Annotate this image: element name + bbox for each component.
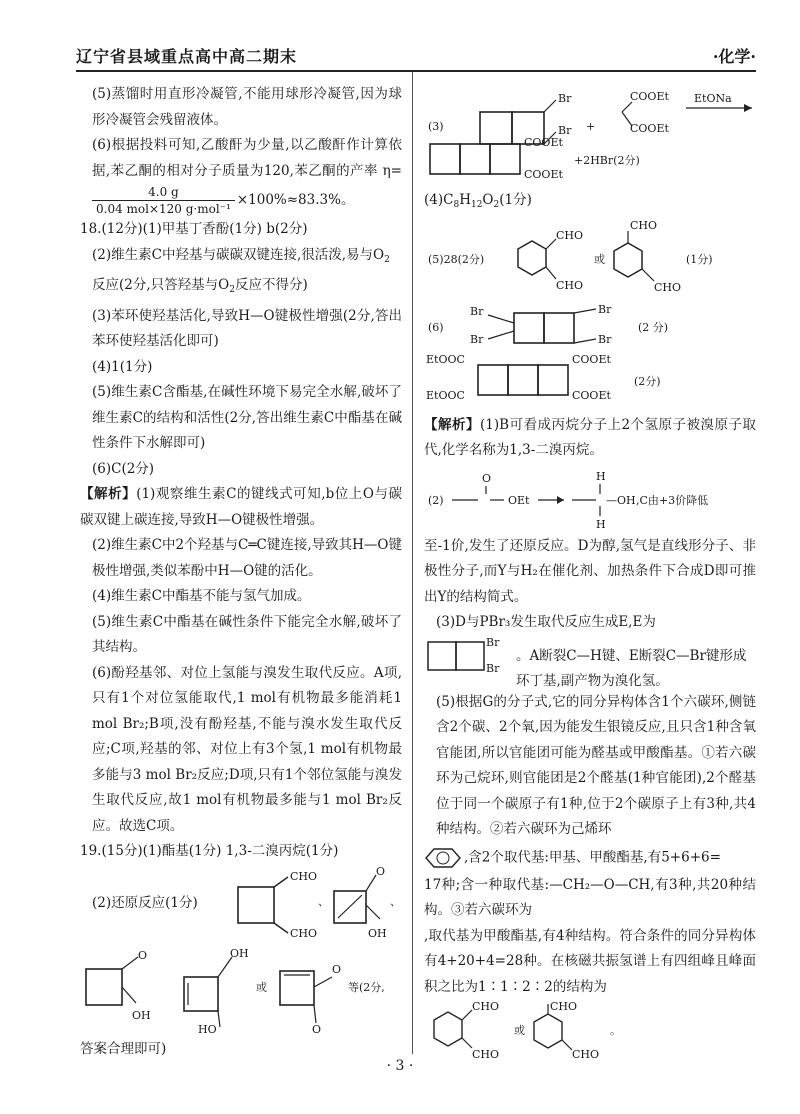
o-label: O	[482, 471, 492, 485]
cho-label: CHO	[630, 218, 658, 232]
analysis-18-4: (4)维生素C中酯基不能与氢气加成。	[92, 588, 311, 604]
analysis-19-2-cont: 至-1价,发生了还原反应。D为醇,氢气是直线形分子、非极性分子,而Y与H₂在催化剂、加热条件下合成D即可推出Y的结构简式。	[424, 537, 756, 605]
answer-19-5	[424, 219, 756, 301]
fraction-denominator: 0.04 mol×120 g·mol⁻¹	[96, 202, 231, 216]
answer-17-6-result: ×100%≈83.3%。	[236, 192, 355, 208]
page-header	[76, 44, 756, 70]
answer-18-6: (6)C(2分)	[92, 460, 155, 477]
br-label: Br	[558, 124, 572, 137]
analysis-19-5: (5)根据G的分子式,它的同分异构体含1个六碳环,侧链含2个碳、2个氧,因为能发生银镜反应,且只含1种含氧官能团,所以官能团可能为醛基或甲酸酯基。①若六碳环为己烷环,则官能团是2个醛基(1种官能团),2个醛基位于同一个碳原子有1种,位于2个碳原子上有3种,共4种结构。②若六碳环为己烯环	[436, 693, 756, 837]
cyclohexene-icon	[424, 843, 464, 873]
reduction-scheme	[424, 464, 756, 534]
cho-label: CHO	[572, 1048, 600, 1061]
final-structures	[424, 1000, 756, 1060]
header-subject: ·化学·	[712, 47, 756, 66]
br-label: Br	[598, 332, 612, 346]
answer-19-2-structures	[80, 947, 402, 1035]
analysis-tag: 【解析】	[424, 416, 480, 433]
br-label: Br	[470, 332, 484, 346]
analysis-18-6: (6)酚羟基邻、对位上氢能与溴发生取代反应。A项,只有1个对位氢能取代,1 mol有机物最多能消耗1 mol Br₂;B项,没有酚羟基,不能与溴水发生取代反应;C项,羟基的邻、对位上有3个氢,1 mol有机物最多能与3 mol Br₂反应;D项,只有1个邻位氢能与溴发生取代反应,故1 mol有机物最多能与1 mol Br₂反应。故选C项。	[92, 664, 402, 834]
aldehyde-o-label: O	[376, 864, 386, 878]
svg-text:、: 、	[390, 894, 401, 908]
hbr-text: +2HBr(2分)	[574, 154, 640, 167]
score-text: (2 分)	[638, 320, 669, 334]
analysis-19-3-a: (3)D与PBr₃发生取代反应生成E,E为	[436, 614, 656, 630]
oh-label: OH	[230, 946, 249, 960]
aldehyde-o-label: O	[312, 1022, 322, 1036]
answer-19-6	[424, 301, 756, 413]
analysis-19-2-text: ,C由+3价降低	[636, 493, 709, 507]
analysis-19-5-b-text: ,含2个取代基:甲基、甲酸酯基,有5+6+6=	[464, 849, 721, 865]
answer-19-1: 19.(15分)(1)酯基(1分) 1,3-二溴丙烷(1分)	[80, 843, 339, 859]
label-3: (3)	[428, 120, 444, 133]
plus-sign: +	[586, 120, 596, 133]
oet-label: OEt	[508, 493, 530, 507]
structure-cyclobutane-dialdehyde	[208, 864, 401, 947]
formula-sub-2: 2	[493, 200, 500, 210]
answer-19-2-end: 答案合理即可)	[80, 1040, 167, 1057]
oh-label: OH	[132, 1008, 151, 1022]
cooet-label: COOEt	[630, 90, 669, 103]
label-6: (6)	[428, 320, 444, 334]
label-2: (2)	[428, 493, 444, 507]
cho-label: CHO	[654, 280, 682, 294]
score-text: (1分)	[686, 252, 713, 266]
br-label: Br	[486, 635, 500, 649]
etooc-label: EtOOC	[426, 352, 465, 366]
formula-o: O	[482, 192, 494, 208]
analysis-19-3-b: 。A断裂C—H键、E断裂C—Br键形成环丁基,副产物为溴化氢。	[516, 647, 747, 689]
cho-label: CHO	[550, 1000, 578, 1013]
cho-label: CHO	[556, 278, 584, 292]
aldehyde-o-label: O	[138, 948, 148, 962]
end-text: 。	[610, 1024, 621, 1037]
answer-19-5-structures	[424, 219, 756, 301]
br-label: Br	[598, 302, 612, 316]
answer-18-1: 18.(12分)(1)甲基丁香酚(1分) b(2分)	[80, 221, 308, 237]
header-rule	[76, 70, 756, 72]
cooet-label: COOEt	[572, 388, 611, 402]
cho-label: CHO	[556, 228, 584, 242]
formula-sub-8: 8	[453, 200, 460, 210]
cho-label: CHO	[290, 926, 318, 940]
etooc-label: EtOOC	[426, 388, 465, 402]
formula-sub-12: 12	[470, 200, 483, 210]
reagent-label: EtONa	[694, 92, 732, 105]
analysis-19-2-scheme	[424, 464, 756, 534]
br-label: Br	[486, 661, 500, 675]
answer-18-3: (3)苯环使羟基活化,导致H—O键极性增强(2分,答出苯环使羟基活化即可)	[92, 307, 402, 349]
tail-text: 等(2分,	[348, 980, 385, 994]
h-label: H	[596, 517, 606, 531]
oh-label: OH	[368, 926, 387, 940]
br-label: Br	[470, 304, 484, 318]
left-column	[80, 82, 402, 1062]
formula-score: (1分)	[499, 192, 532, 208]
analysis-19-5-b	[424, 843, 756, 873]
or-text: 或	[514, 1024, 525, 1037]
reaction-3	[424, 82, 756, 182]
analysis-19-1	[424, 413, 756, 464]
formula-c: (4)C	[424, 192, 454, 208]
analysis-18-2: (2)维生素C中2个羟基与C═C键连接,导致其H—O键极性增强,类似苯酚中H—O键的活化。	[92, 537, 402, 579]
score-text-2: (2分)	[634, 374, 661, 388]
cooet-label: COOEt	[572, 352, 611, 366]
analysis-tag: 【解析】	[80, 486, 137, 502]
answer-18-2-a: (2)维生素C中羟基与碳碳双键连接,很活泼,易与O	[92, 246, 385, 263]
right-column	[424, 82, 756, 1060]
reaction-3-scheme	[424, 82, 756, 182]
answer-19-5-label: (5)28(2分)	[428, 252, 485, 266]
ho-label: HO	[198, 1022, 217, 1036]
answer-17-6-text: (6)根据投料可知,乙酸酐为少量,以乙酸酐作计算依据,苯乙酮的相对分子质量为120,苯乙酮的产率 η=	[92, 137, 402, 179]
answer-18-2-b: 反应(2分,只答羟基与O	[92, 277, 230, 293]
structures-19-2	[80, 947, 402, 1035]
answer-18-4: (4)1(1分)	[92, 358, 153, 375]
analysis-18-1-text: (1)观察维生素C的键线式可知,b位上O与碳碳双键上碳连接,导致H—O键极性增强。	[80, 486, 403, 528]
analysis-18-1	[80, 482, 402, 533]
or-text: 或	[256, 980, 267, 994]
analysis-19-5-d: ,取代基为甲酸酯基,有4种结构。符合条件的同分异构体有4+20+4=28种。在核磁共振氢谱上有四组峰且峰面积之比为1∶1∶2∶2的结构为	[424, 927, 756, 995]
or-text: 或	[594, 252, 605, 266]
br-label: Br	[558, 92, 572, 105]
answer-18-5: (5)维生素C含酯基,在碱性环境下易完全水解,破坏了维生素C的结构和活性(2分,答出维生素C中酯基在碱性条件下水解即可)	[92, 384, 402, 451]
answer-19-2-label: (2)还原反应(1分)	[92, 894, 198, 911]
analysis-19-5-structures	[424, 1000, 756, 1060]
cooet-label: COOEt	[524, 168, 563, 181]
cho-label: CHO	[472, 1048, 500, 1061]
fraction-numerator: 4.0 g	[92, 184, 235, 201]
cooet-label: COOEt	[630, 122, 669, 135]
header-title: 辽宁省县域重点高中高二期末	[76, 47, 298, 66]
analysis-19-1-text: (1)B可看成丙烷分子上2个氢原子被溴原子取代,化学名称为1,3-二溴丙烷。	[424, 416, 757, 458]
answer-17-5: (5)蒸馏时用直形冷凝管,不能用球形冷凝管,因为球形冷凝管会残留液体。	[92, 86, 402, 128]
column-divider	[412, 72, 413, 1054]
svg-text:、: 、	[318, 894, 329, 908]
cooet-label: COOEt	[524, 136, 563, 149]
cho-label: CHO	[290, 869, 318, 883]
analysis-19-3-row	[424, 635, 756, 689]
answer-17-6	[80, 133, 402, 217]
h-label: H	[596, 469, 606, 483]
answer-18-2-c: 反应不得分)	[234, 277, 308, 293]
page-number: · 3 ·	[386, 1058, 414, 1074]
yield-fraction	[92, 184, 235, 217]
structure-e	[424, 636, 514, 676]
answer-19-4	[424, 188, 756, 219]
aldehyde-o-label: O	[332, 962, 342, 976]
cho-label: CHO	[472, 1000, 500, 1013]
analysis-18-5: (5)维生素C中酯基在碱性条件下能完全水解,破坏了其结构。	[92, 613, 402, 655]
answer-19-2-row	[80, 865, 402, 947]
formula-h: H	[459, 192, 471, 208]
oh-bond-label: —OH	[606, 493, 636, 507]
answer-19-6-structures	[424, 301, 756, 413]
analysis-19-3	[424, 610, 756, 636]
answer-18-2: (2)维生素C中羟基与碳碳双键连接,很活泼,易与$O_2$ 反应(2分,只答羟基与$O_2$反应不得分)	[92, 246, 390, 295]
analysis-19-5-c: 17种;含一种取代基:—CH₂—O—CH,有3种,共20种结构。③若六碳环为	[424, 876, 756, 918]
